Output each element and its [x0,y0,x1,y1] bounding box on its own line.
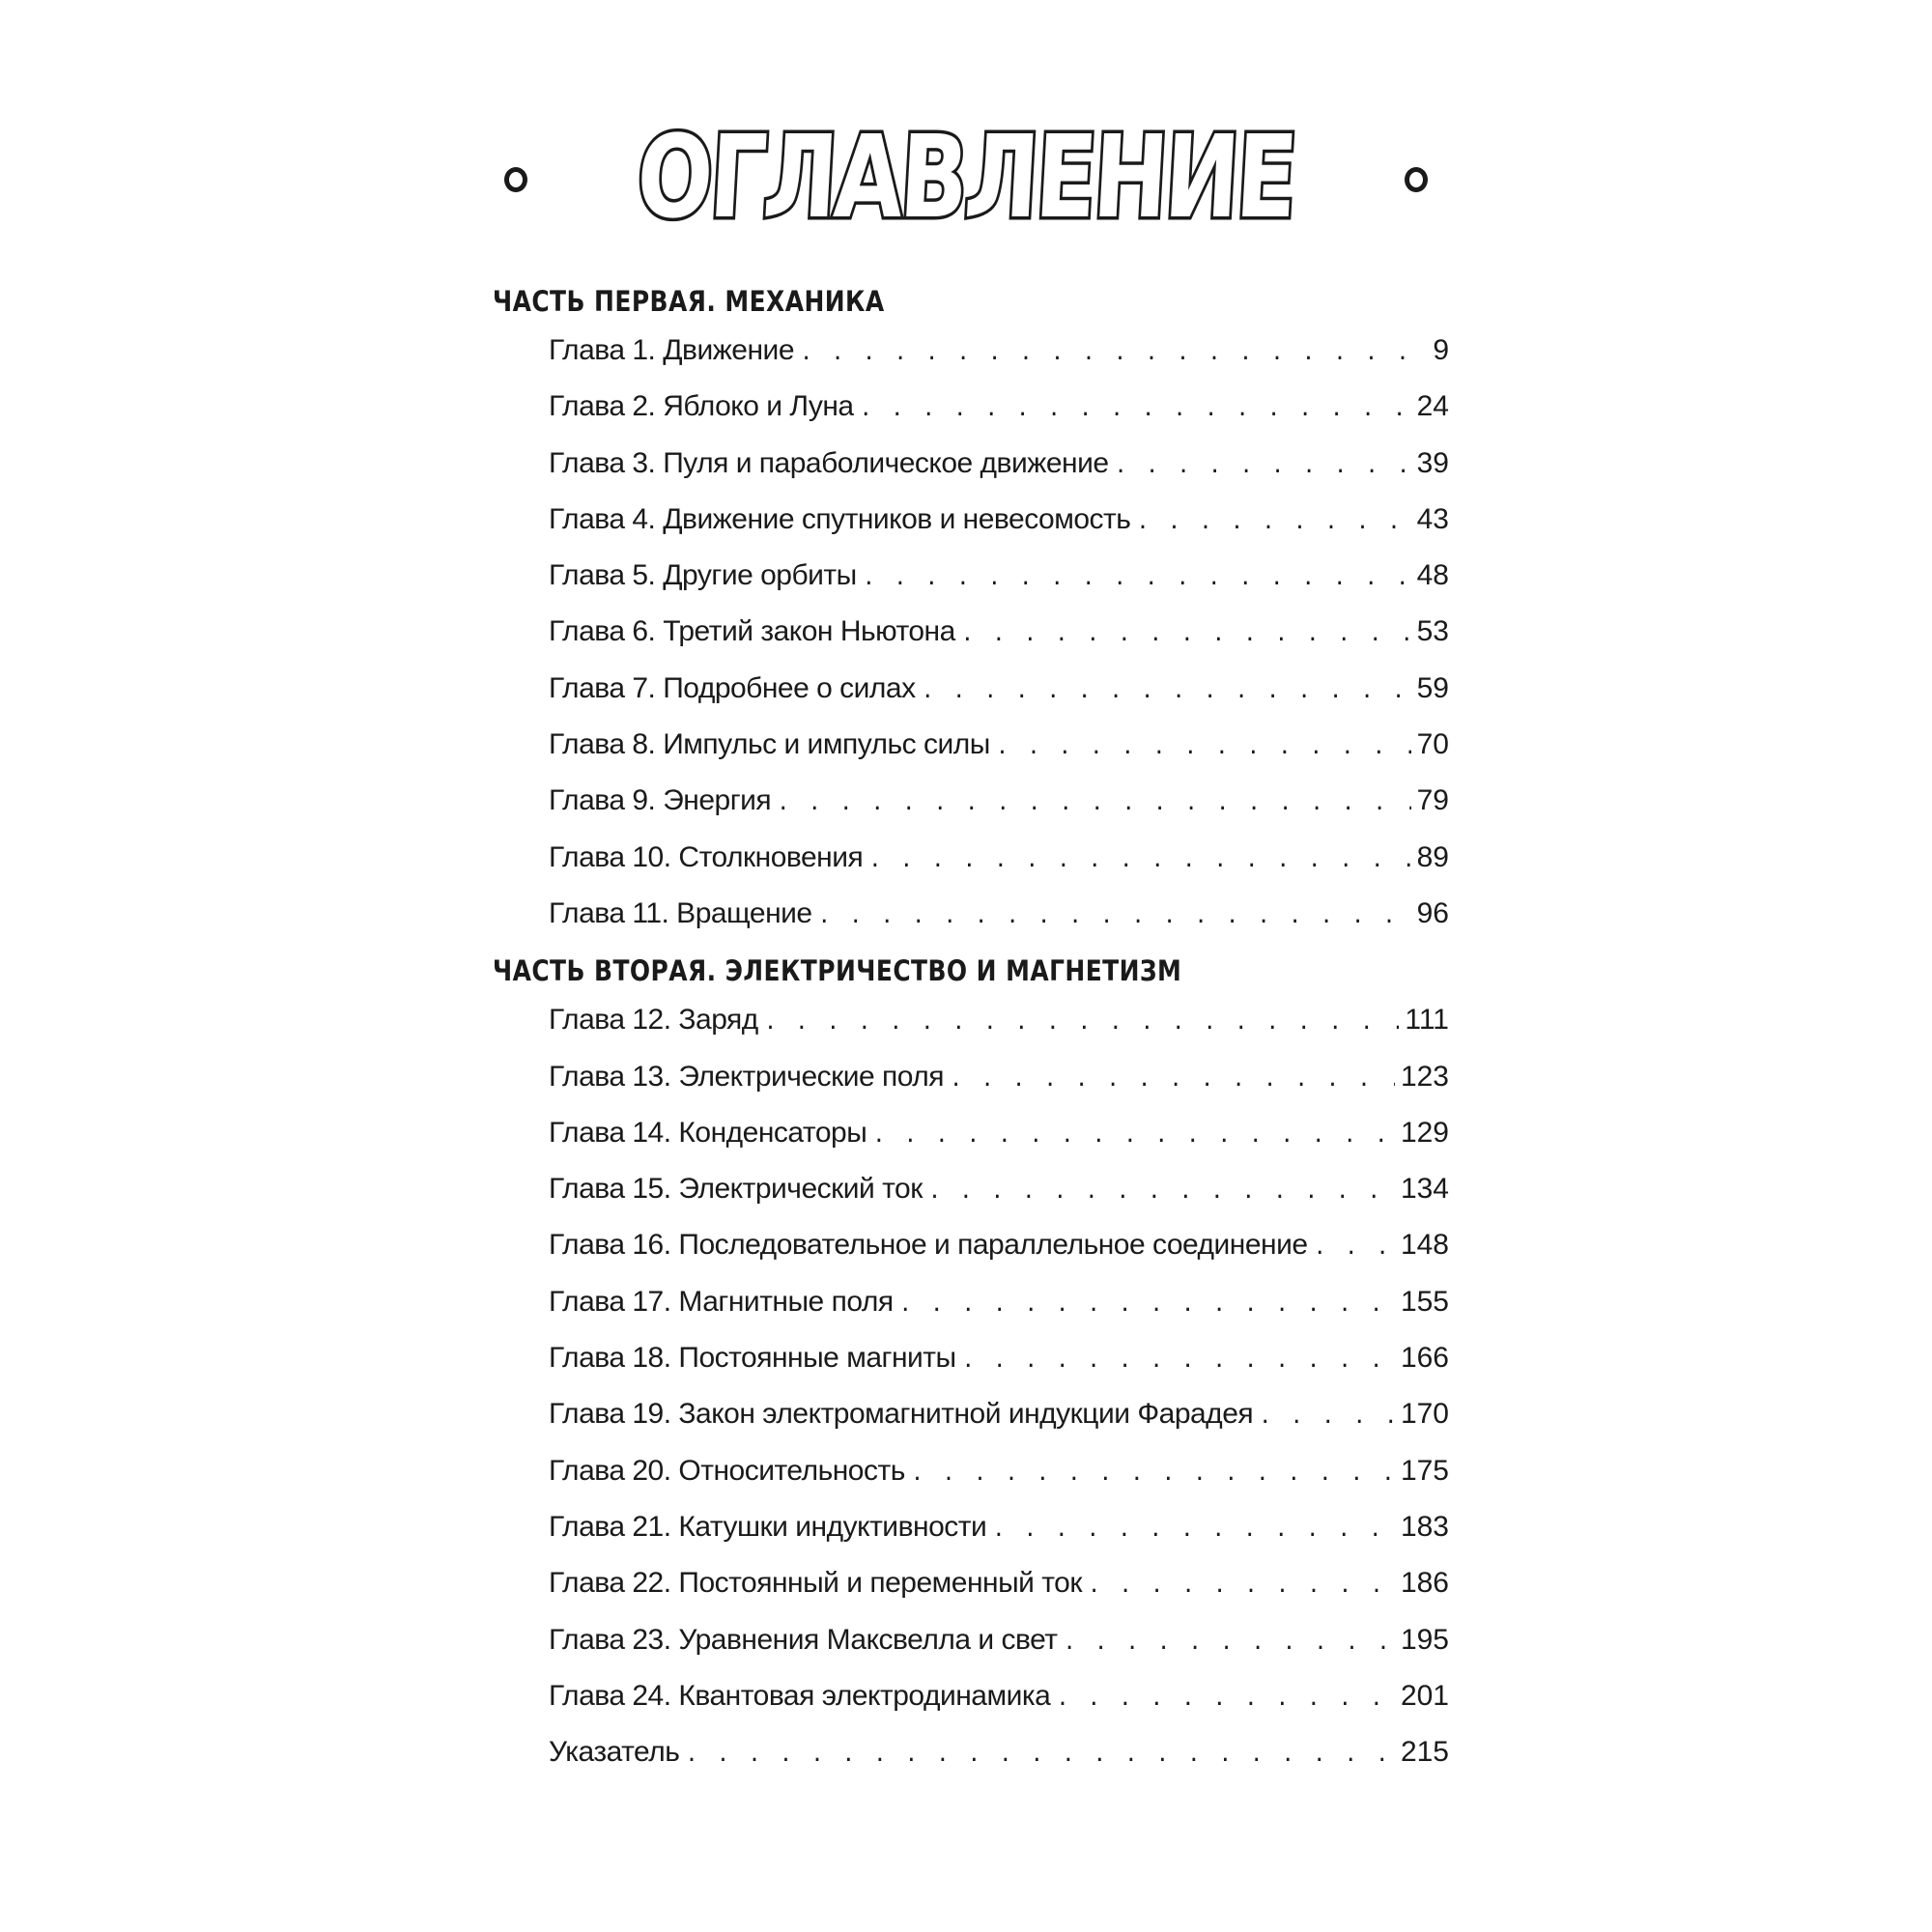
part-heading: ЧАСТЬ ВТОРАЯ. ЭЛЕКТРИЧЕСТВО И МАГНЕТИЗМ [493,954,1182,988]
toc-part-1 [493,280,1449,942]
toc-entry[interactable] [549,992,1449,1048]
toc-entry-page-number: 53 [1416,615,1449,648]
dot-leader [800,326,1412,382]
toc-entry-title: Глава 20. Относительность [549,1454,905,1487]
toc-entry-page-number: 43 [1416,502,1449,535]
toc-entry-title: Глава 23. Уравнения Максвелла и свет [549,1623,1058,1656]
page-title: ОГЛАВЛЕНИЕ [634,110,1298,243]
toc-entry-title: Глава 15. Электрический ток [549,1173,923,1206]
toc-entry-title: Глава 22. Постоянный и переменный ток [549,1567,1082,1600]
toc-entry[interactable] [549,379,1449,435]
dot-leader [962,1333,1395,1389]
toc-entry-page-number: 111 [1405,1004,1449,1037]
dot-leader [1056,1671,1395,1727]
toc-entry-page-number: 183 [1400,1510,1449,1543]
dot-leader [1064,1615,1395,1671]
toc-entry[interactable] [549,886,1449,942]
dot-leader [863,551,1411,607]
toc-entry-title: Глава 1. Движение [549,334,794,366]
toc-entry-page-number: 170 [1400,1398,1449,1431]
dot-leader [899,1277,1395,1333]
dot-leader [1088,1558,1395,1614]
toc-entry-title: Глава 6. Третий закон Ньютона [549,615,955,648]
toc-entry-page-number: 39 [1416,446,1449,479]
toc-entry-page-number: 166 [1400,1342,1449,1375]
toc-entry[interactable] [549,323,1449,379]
dot-leader [961,607,1411,663]
toc-entry[interactable] [549,1499,1449,1555]
toc-entry-title: Глава 3. Пуля и параболическое движение [549,446,1109,479]
toc-part-2 [493,950,1449,1780]
toc-entry[interactable] [549,1612,1449,1668]
dot-leader [1314,1220,1395,1276]
toc-entry[interactable] [549,1724,1449,1780]
toc-entry-page-number: 48 [1416,559,1449,592]
dot-leader [685,1727,1395,1783]
part-2-entries [493,992,1449,1780]
toc-entry[interactable] [549,773,1449,829]
toc-entry-page-number: 89 [1416,840,1449,873]
toc-entry-title: Указатель [549,1736,680,1769]
dot-leader [928,1164,1395,1220]
toc-entry-page-number: 70 [1416,728,1449,761]
toc-entry[interactable] [549,717,1449,773]
toc-entry-title: Глава 18. Постоянные магниты [549,1342,956,1375]
dot-leader [1136,495,1410,551]
toc-entry-title: Глава 14. Конденсаторы [549,1116,867,1149]
toc-entry-page-number: 148 [1400,1229,1449,1262]
toc-entry[interactable] [549,604,1449,660]
dot-leader [764,995,1400,1051]
toc-entry[interactable] [549,1668,1449,1724]
toc-entry-title: Глава 10. Столкновения [549,840,864,873]
toc-entry-title: Глава 4. Движение спутников и невесомость [549,502,1131,535]
dot-leader [992,1502,1395,1558]
toc-entry-page-number: 123 [1400,1060,1449,1093]
toc-entry-page-number: 9 [1433,334,1449,366]
toc-entry[interactable] [549,1443,1449,1499]
table-of-contents [493,280,1449,1788]
toc-entry[interactable] [549,1049,1449,1105]
toc-entry-title: Глава 9. Энергия [549,784,772,817]
toc-entry[interactable] [549,548,1449,604]
toc-entry-title: Глава 13. Электрические поля [549,1060,945,1093]
toc-entry-title: Глава 12. Заряд [549,1004,758,1037]
dot-leader [818,889,1411,945]
toc-entry-page-number: 96 [1416,896,1449,929]
toc-entry[interactable] [549,1555,1449,1611]
toc-entry-page-number: 79 [1416,784,1449,817]
toc-entry-title: Глава 24. Квантовая электродинамика [549,1679,1051,1712]
toc-entry[interactable] [549,1217,1449,1273]
part-1-entries [493,323,1449,942]
title-right-dot-ornament [1405,167,1428,192]
dot-leader [911,1446,1395,1502]
page-title-block [0,110,1932,243]
toc-entry-page-number: 215 [1400,1736,1449,1769]
dot-leader [777,776,1410,832]
dot-leader [1259,1389,1395,1445]
title-left-dot-ornament [504,167,527,192]
toc-entry-title: Глава 8. Импульс и импульс силы [549,728,990,761]
toc-entry[interactable] [549,436,1449,492]
toc-entry[interactable] [549,1386,1449,1442]
dot-leader [1115,439,1411,495]
toc-entry-page-number: 195 [1400,1623,1449,1656]
dot-leader [860,382,1411,438]
dot-leader [996,720,1411,776]
toc-entry[interactable] [549,661,1449,717]
toc-entry[interactable] [549,830,1449,886]
dot-leader [868,833,1410,889]
toc-entry[interactable] [549,1105,1449,1161]
toc-entry-page-number: 155 [1400,1285,1449,1318]
dot-leader [922,664,1411,720]
toc-entry-page-number: 129 [1400,1116,1449,1149]
toc-entry-title: Глава 17. Магнитные поля [549,1285,894,1318]
toc-entry-title: Глава 19. Закон электромагнитной индукции Фарадея [549,1398,1254,1431]
toc-entry-title: Глава 7. Подробнее о силах [549,671,916,704]
toc-entry-page-number: 59 [1416,671,1449,704]
toc-entry[interactable] [549,1330,1449,1386]
toc-entry-page-number: 201 [1400,1679,1449,1712]
toc-entry-title: Глава 2. Яблоко и Луна [549,390,854,423]
toc-entry-title: Глава 11. Вращение [549,896,812,929]
toc-entry-title: Глава 21. Катушки индуктивности [549,1510,987,1543]
toc-entry-page-number: 175 [1400,1454,1449,1487]
dot-leader [872,1108,1395,1164]
toc-entry[interactable] [549,1161,1449,1217]
toc-entry-page-number: 24 [1416,390,1449,423]
dot-leader [950,1052,1395,1108]
toc-entry-title: Глава 16. Последовательное и параллельное соединение [549,1229,1308,1262]
toc-entry-page-number: 186 [1400,1567,1449,1600]
toc-entry-title: Глава 5. Другие орбиты [549,559,857,592]
toc-entry[interactable] [549,492,1449,548]
toc-entry[interactable] [549,1274,1449,1330]
part-heading: ЧАСТЬ ПЕРВАЯ. МЕХАНИКА [493,285,885,318]
toc-entry-page-number: 134 [1400,1173,1449,1206]
